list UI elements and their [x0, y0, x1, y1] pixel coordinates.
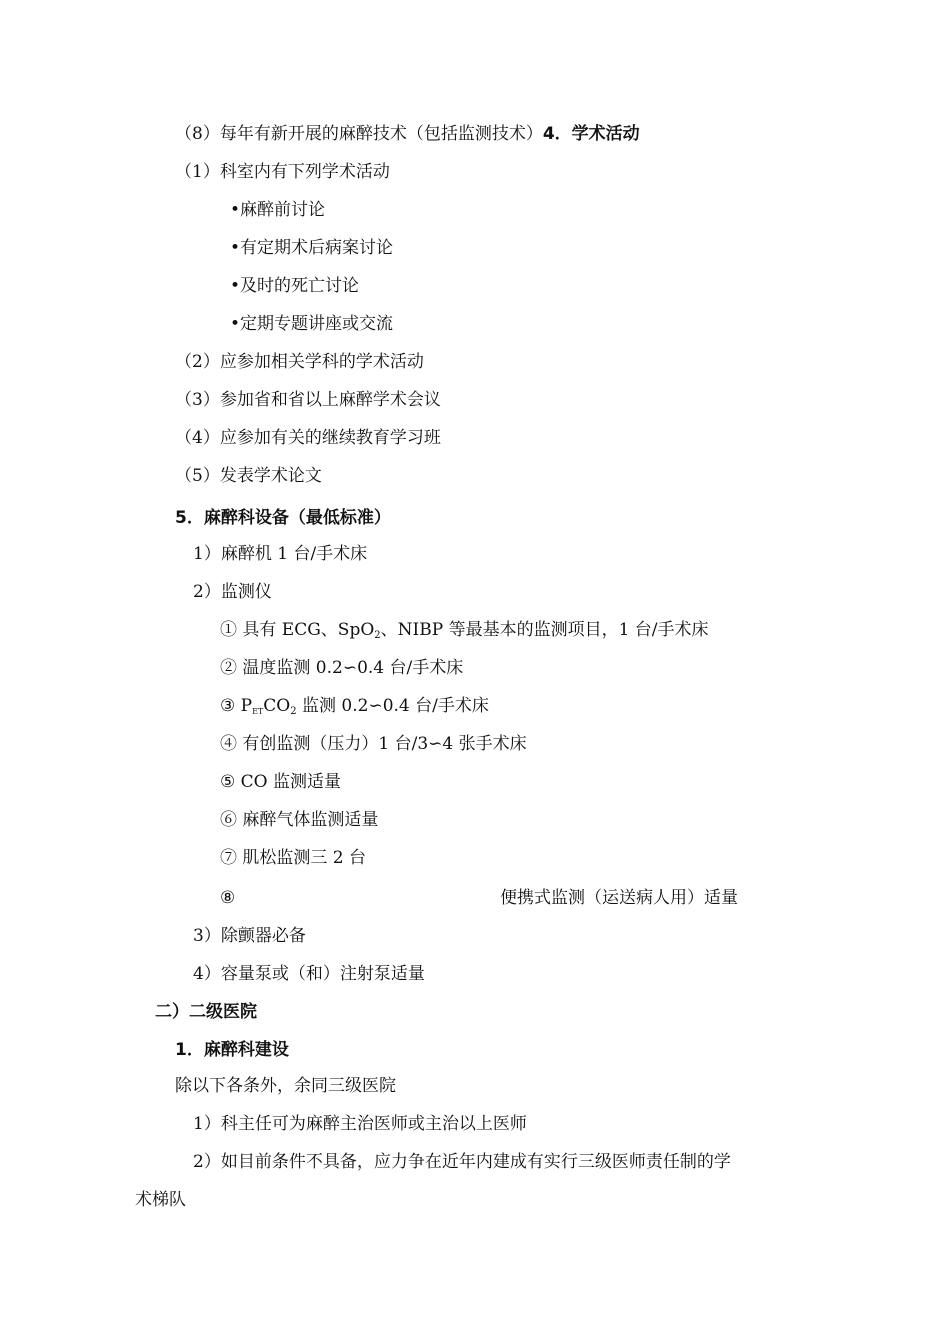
monitor-item-4: ④ 有创监测（压力）1 台/3∽4 张手术床 — [220, 734, 527, 754]
level-2-hospital-heading: 二）二级医院 — [155, 1002, 257, 1022]
bullet-item: •及时的死亡讨论 — [230, 276, 360, 296]
monitor-item-6: ⑥ 麻醉气体监测适量 — [220, 810, 379, 830]
equipment-item-4: 4）容量泵或（和）注射泵适量 — [193, 964, 425, 984]
monitor-item-1: ① 具有 ECG、SpO$_2$、NIBP 等最基本的监测项目，1 台/手术床 — [220, 620, 709, 641]
level-2-item-2-line-2: 术梯队 — [135, 1190, 186, 1210]
academic-item-4: （4）应参加有关的继续教育学习班 — [175, 428, 441, 448]
bullet-item: •麻醉前讨论 — [230, 200, 326, 220]
item-8-new-techniques — [175, 122, 640, 146]
bullet-item: •定期专题讲座或交流 — [230, 314, 394, 334]
academic-item-3: （3）参加省和省以上麻醉学术会议 — [175, 390, 441, 410]
equipment-item-2: 2）监测仪 — [193, 582, 272, 602]
level-2-intro: 除以下各条外，余同三级医院 — [175, 1076, 396, 1096]
section-4-heading: 4．学术活动 — [542, 124, 640, 144]
monitor-item-5: ⑤ CO 监测适量 — [220, 772, 341, 792]
section-5-heading: 5．麻醉科设备（最低标准） — [175, 508, 391, 528]
monitor-item-8-text: 便携式监测（运送病人用）适量 — [500, 888, 738, 908]
academic-item-5: （5）发表学术论文 — [175, 466, 322, 486]
monitor-item-8 — [220, 886, 780, 910]
item-8-text: （8）每年有新开展的麻醉技术（包括监测技术） — [175, 124, 543, 144]
level-2-item-1: 1）科主任可为麻醉主治医师或主治以上医师 — [193, 1114, 527, 1134]
equipment-item-3: 3）除颤器必备 — [193, 926, 306, 946]
monitor-item-7: ⑦ 肌松监测三 2 台 — [220, 848, 367, 868]
monitor-item-2: ② 温度监测 0.2∽0.4 台/手术床 — [220, 658, 464, 678]
monitor-item-8-number: ⑧ — [220, 888, 236, 908]
academic-item-1: （1）科室内有下列学术活动 — [175, 162, 390, 182]
department-construction-heading: 1．麻醉科建设 — [175, 1040, 289, 1060]
academic-item-2: （2）应参加相关学科的学术活动 — [175, 352, 424, 372]
monitor-item-3: ③ $P_{ET}CO_2$ 监测 0.2∽0.4 台/手术床 — [220, 696, 489, 717]
equipment-item-1: 1）麻醉机 1 台/手术床 — [193, 544, 368, 564]
level-2-item-2-line-1: 2）如目前条件不具备，应力争在近年内建成有实行三级医师责任制的学 — [193, 1152, 731, 1172]
bullet-item: •有定期术后病案讨论 — [230, 238, 394, 258]
